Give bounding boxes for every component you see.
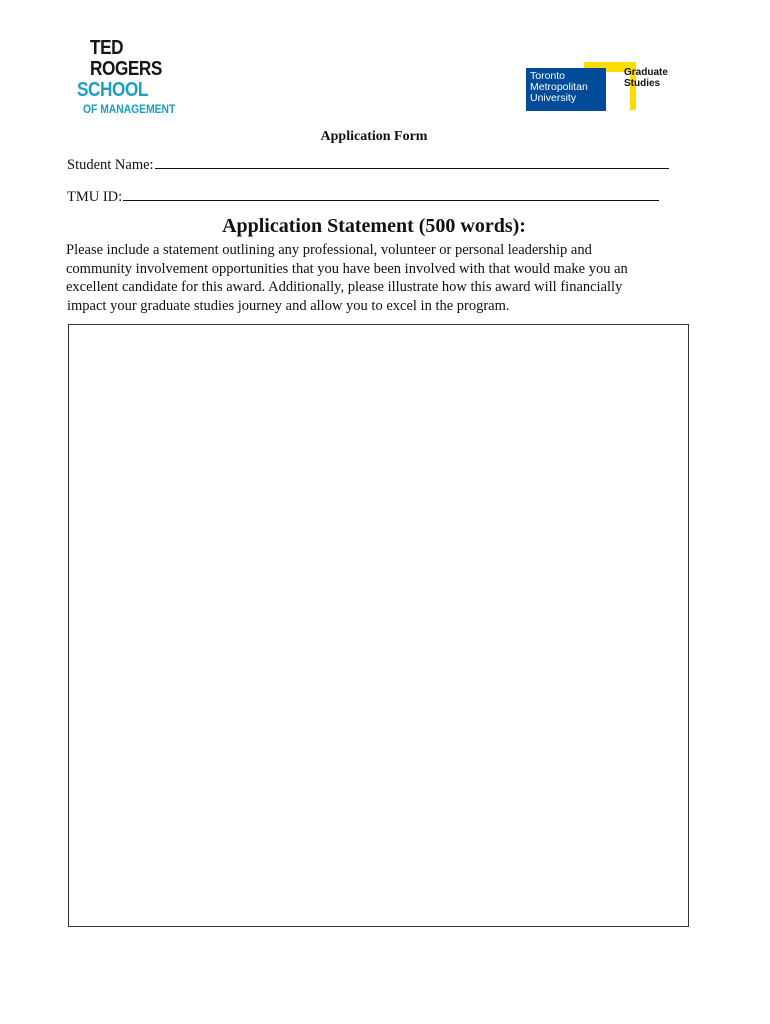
- tmu-logo-text-metropolitan: Metropolitan: [530, 81, 588, 93]
- tmu-id-line[interactable]: [123, 199, 659, 201]
- tmu-graduate-studies-logo: [526, 62, 711, 114]
- instruction-line: excellent candidate for this award. Additionally, please illustrate how this award will financially: [66, 279, 623, 295]
- ted-rogers-logo: [77, 38, 197, 115]
- tmu-id-field[interactable]: [67, 189, 659, 206]
- statement-answer-box[interactable]: [68, 324, 689, 927]
- statement-instructions: [66, 241, 666, 315]
- logo-text-ted: TED: [90, 37, 124, 59]
- instruction-line: community involvement opportunities that you have been involved with that would make you an: [66, 260, 628, 277]
- studies-label: Studies: [624, 78, 661, 89]
- graduate-label: Graduate: [624, 67, 668, 78]
- student-name-line[interactable]: [155, 167, 669, 169]
- instruction-line: Please include a statement outlining any professional, volunteer or personal leadership and: [66, 242, 592, 258]
- logo-text-rogers: ROGERS: [90, 58, 162, 80]
- instruction-line: impact your graduate studies journey and allow you to excel in the program.: [67, 297, 510, 314]
- tmu-logo-text-toronto: Toronto: [530, 70, 566, 82]
- tmu-id-label: TMU ID:: [67, 189, 123, 205]
- tmu-logo-blue-block: [526, 68, 606, 111]
- tmu-logo-text-university: University: [530, 92, 577, 104]
- logo-text-school: SCHOOL: [77, 79, 149, 101]
- student-name-label: Student Name:: [67, 157, 154, 173]
- logo-text-of-management: OF MANAGEMENT: [83, 102, 176, 116]
- form-title: Application Form: [320, 129, 428, 144]
- student-name-field[interactable]: [67, 157, 669, 174]
- statement-heading: Application Statement (500 words):: [222, 215, 526, 237]
- graduate-studies-label: [624, 67, 668, 89]
